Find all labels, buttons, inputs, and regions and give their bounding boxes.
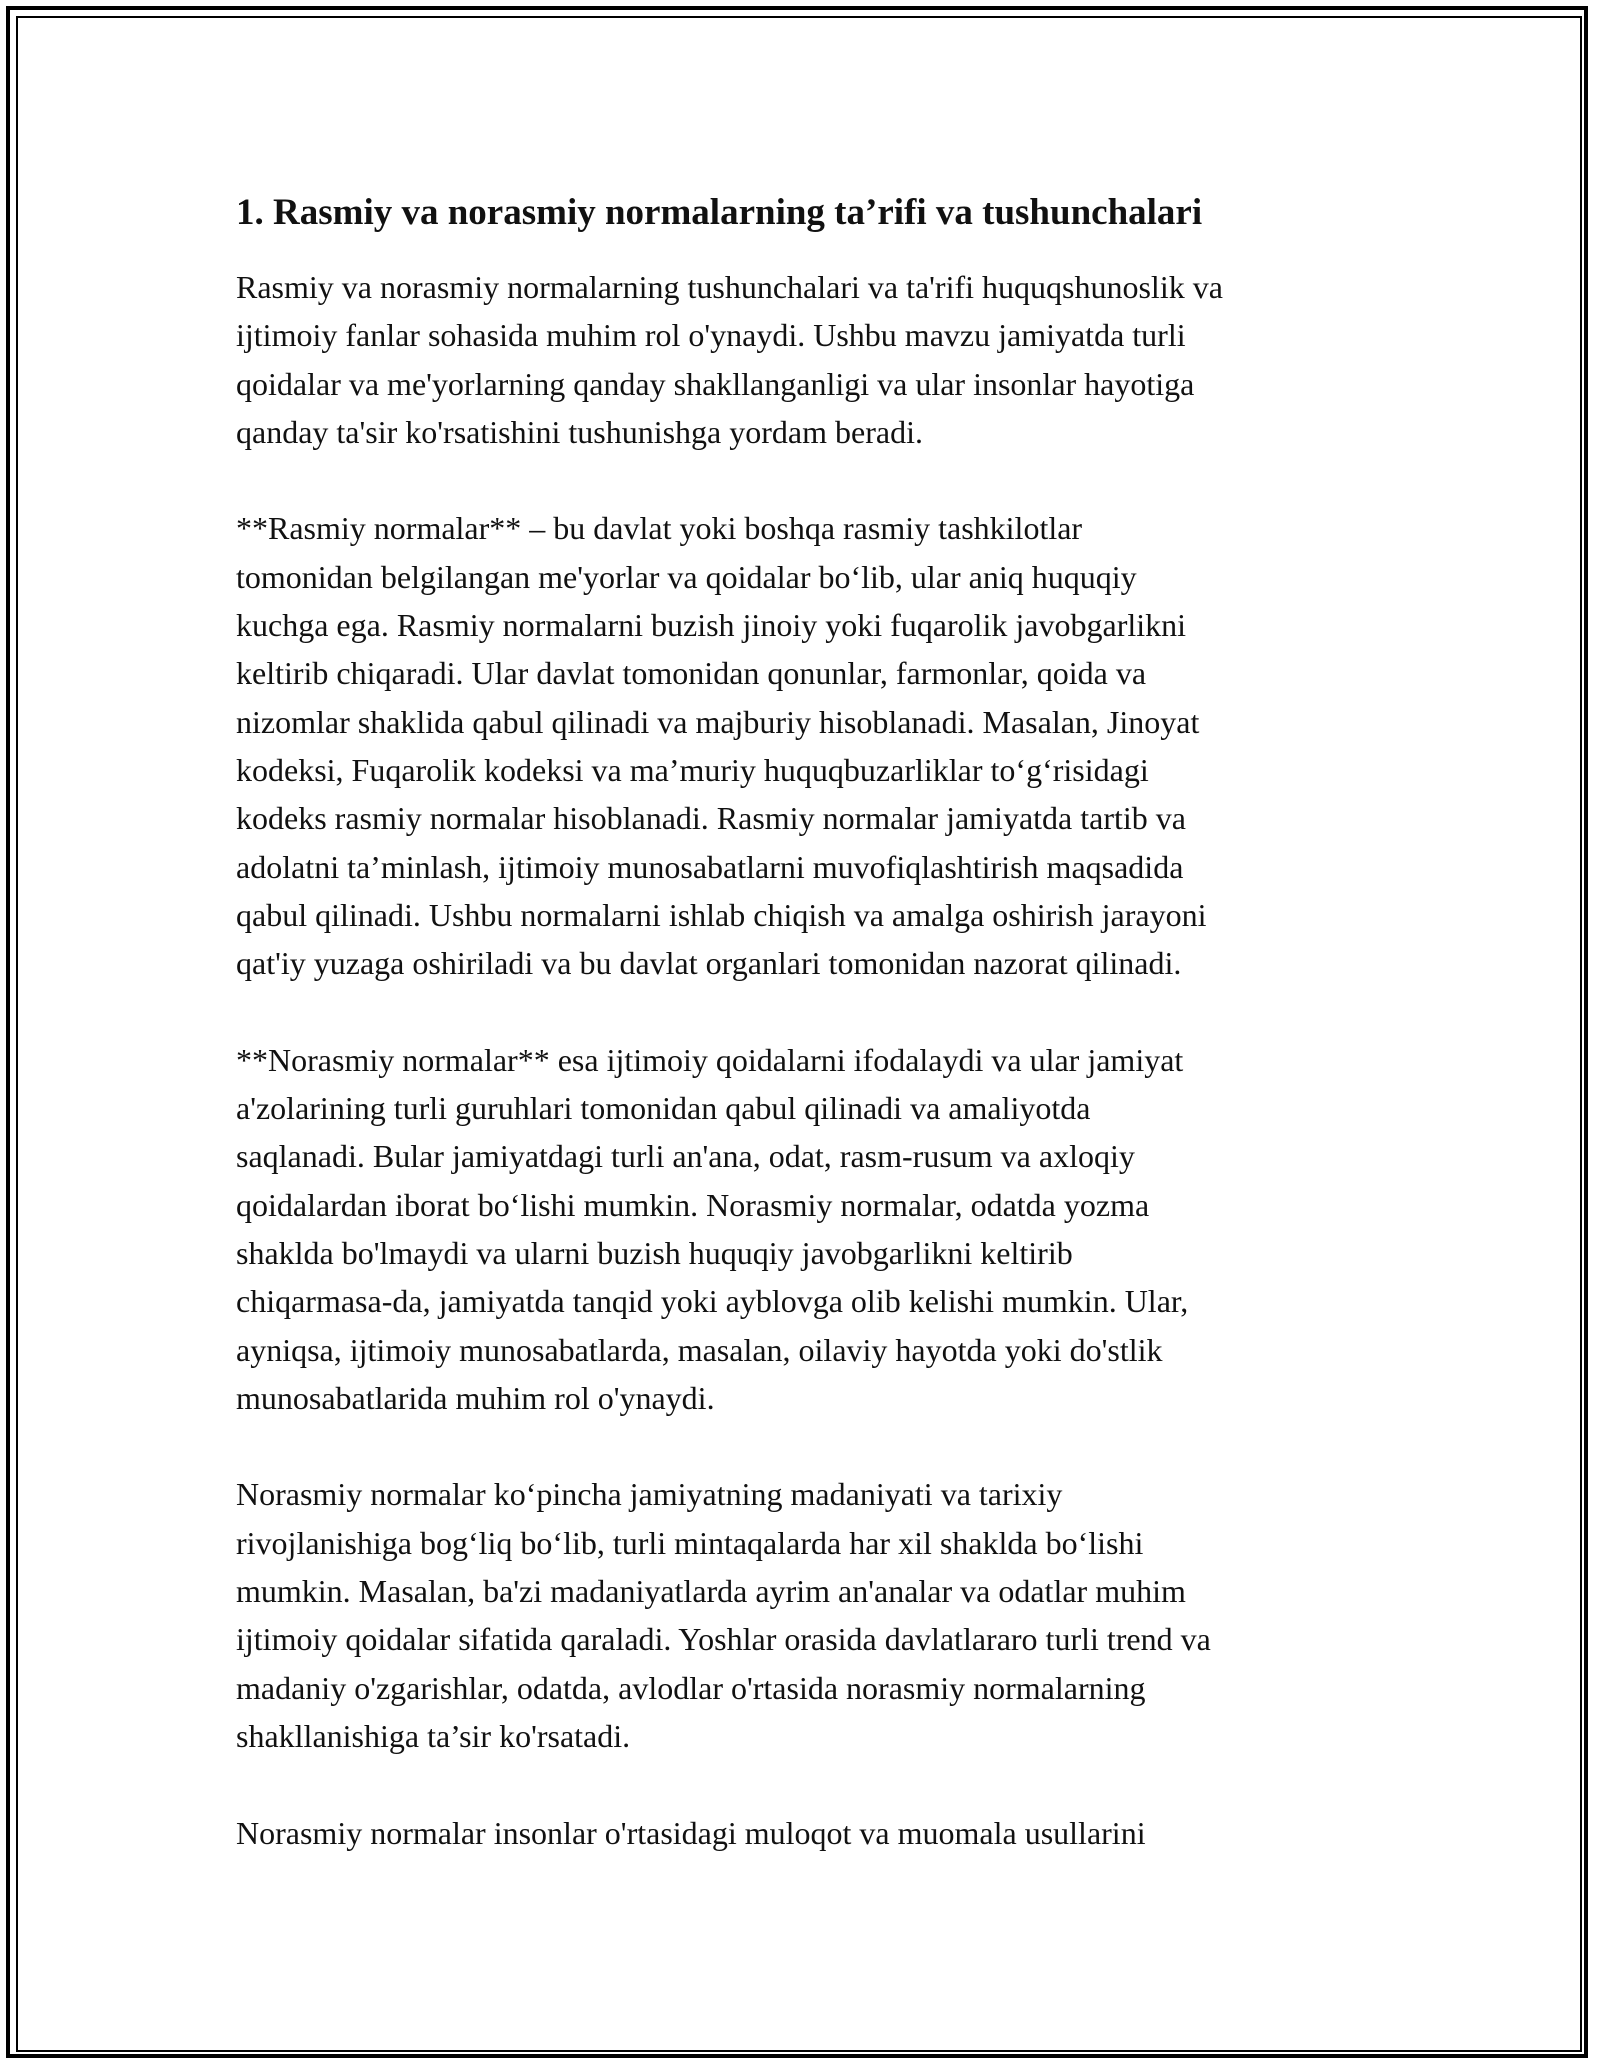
- paragraph-line: kuchga ega. Rasmiy normalarni buzish jinoiy yoki fuqarolik javobgarlikni: [236, 607, 1187, 644]
- paragraph: [236, 1470, 1376, 1760]
- paragraph-line: qabul qilinadi. Ushbu normalarni ishlab chiqish va amalga oshirish jarayoni: [236, 896, 1207, 933]
- paragraph-line: **Norasmiy normalar** esa ijtimoiy qoidalarni ifodalaydi va ular jamiyat: [236, 1041, 1184, 1078]
- paragraph-line: qoidalardan iborat boʻlishi mumkin. Norasmiy normalar, odatda yozma: [236, 1186, 1150, 1223]
- paragraph-line: keltirib chiqaradi. Ular davlat tomonidan qonunlar, farmonlar, qoida va: [236, 655, 1147, 692]
- paragraph-line: mumkin. Masalan, ba'zi madaniyatlarda ayrim an'analar va odatlar muhim: [236, 1573, 1186, 1610]
- paragraph-line: qat'iy yuzaga oshiriladi va bu davlat organlari tomonidan nazorat qilinadi.: [236, 945, 1182, 982]
- paragraph-line: ijtimoiy fanlar sohasida muhim rol o'ynaydi. Ushbu mavzu jamiyatda turli: [236, 317, 1186, 354]
- paragraph-line: Norasmiy normalar insonlar o'rtasidagi muloqot va muomala usullarini: [236, 1814, 1146, 1851]
- paragraph-line: Rasmiy va norasmiy normalarning tushunchalari va ta'rifi huquqshunoslik va: [236, 269, 1223, 305]
- paragraph-line: shaklda bo'lmaydi va ularni buzish huquqiy javobgarlikni keltirib: [236, 1234, 1073, 1271]
- paragraph: [236, 504, 1376, 987]
- paragraph-line: **Rasmiy normalar** – bu davlat yoki boshqa rasmiy tashkilotlar: [236, 510, 1083, 547]
- paragraph-line: adolatni ta’minlash, ijtimoiy munosabatlarni muvofiqlashtirish maqsadida: [236, 848, 1184, 885]
- paragraph-line: chiqarmasa-da, jamiyatda tanqid yoki ayblovga olib kelishi mumkin. Ular,: [236, 1283, 1189, 1320]
- paragraph-line: kodeksi, Fuqarolik kodeksi va ma’muriy huquqbuzarliklar toʻgʻrisidagi: [236, 751, 1149, 788]
- paragraph-list: [236, 263, 1376, 1857]
- paragraph-line: qanday ta'sir ko'rsatishini tushunishga yordam beradi.: [236, 413, 923, 450]
- paragraph-line: Norasmiy normalar koʻpincha jamiyatning madaniyati va tarixiy: [236, 1476, 1063, 1513]
- paragraph-line: munosabatlarida muhim rol o'ynaydi.: [236, 1379, 715, 1416]
- paragraph-line: tomonidan belgilangan me'yorlar va qoidalar boʻlib, ular aniq huquqiy: [236, 558, 1137, 595]
- paragraph-line: ijtimoiy qoidalar sifatida qaraladi. Yoshlar orasida davlatlararo turli trend va: [236, 1621, 1211, 1658]
- paragraph: [236, 1809, 1376, 1857]
- paragraph: [236, 263, 1376, 456]
- document-body: [236, 185, 1376, 1905]
- paragraph-line: rivojlanishiga bogʻliq boʻlib, turli mintaqalarda har xil shaklda boʻlishi: [236, 1524, 1144, 1561]
- paragraph: [236, 1036, 1376, 1422]
- paragraph-line: saqlanadi. Bular jamiyatdagi turli an'ana, odat, rasm-rusum va axloqiy: [236, 1138, 1135, 1175]
- paragraph-line: a'zolarining turli guruhlari tomonidan qabul qilinadi va amaliyotda: [236, 1090, 1091, 1127]
- paragraph-line: kodeks rasmiy normalar hisoblanadi. Rasmiy normalar jamiyatda tartib va: [236, 800, 1186, 837]
- section-heading: 1. Rasmiy va norasmiy normalarning ta’rifi va tushunchalari: [236, 192, 1203, 233]
- paragraph-line: nizomlar shaklida qabul qilinadi va majburiy hisoblanadi. Masalan, Jinoyat: [236, 703, 1200, 740]
- paragraph-line: madaniy o'zgarishlar, odatda, avlodlar o'rtasida norasmiy normalarning: [236, 1669, 1146, 1706]
- paragraph-line: ayniqsa, ijtimoiy munosabatlarda, masalan, oilaviy hayotda yoki do'stlik: [236, 1331, 1163, 1368]
- paragraph-line: qoidalar va me'yorlarning qanday shakllanganligi va ular insonlar hayotiga: [236, 365, 1195, 402]
- paragraph-line: shakllanishiga ta’sir ko'rsatadi.: [236, 1717, 631, 1754]
